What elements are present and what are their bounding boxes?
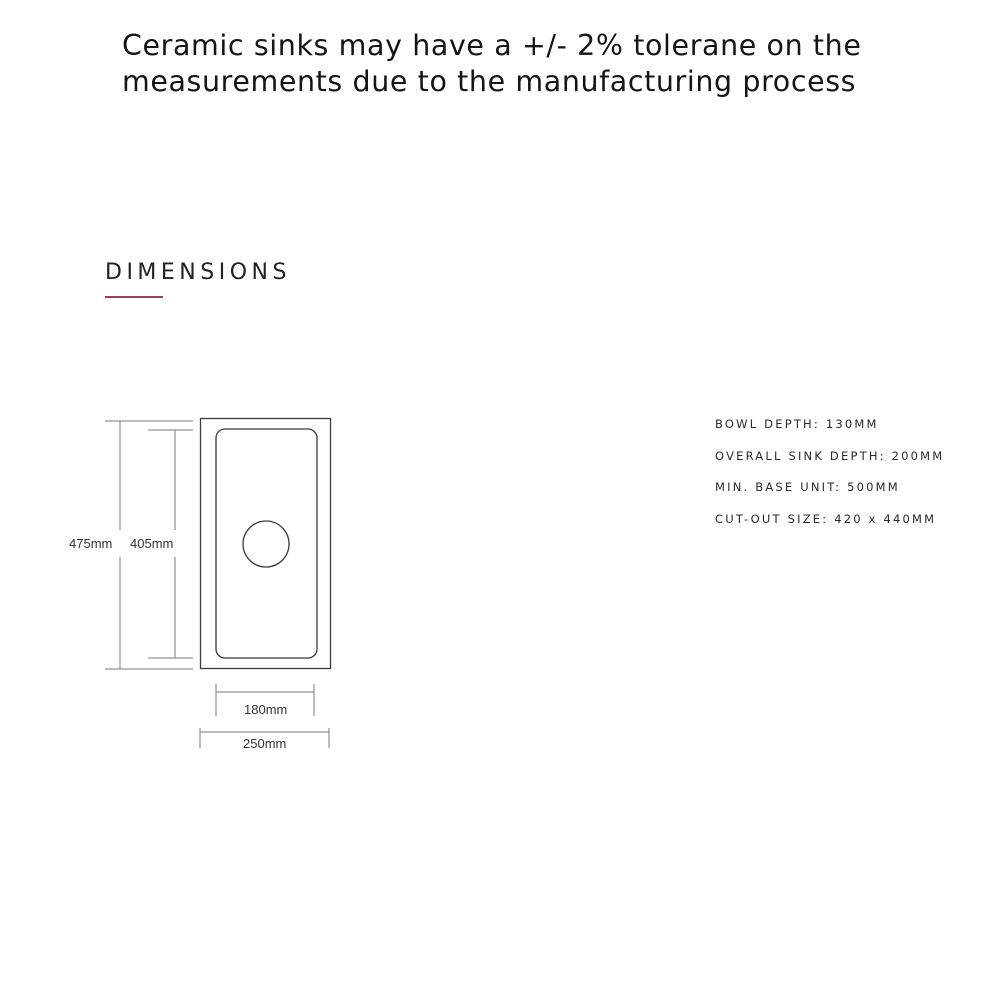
tolerance-notice-line-1: Ceramic sinks may have a +/- 2% tolerane on the [122, 29, 862, 62]
bowl-width-label: 180mm [244, 702, 288, 717]
spec-overall-sink-depth: OVERALL SINK DEPTH: 200MM [715, 448, 945, 463]
drain-hole [243, 521, 289, 567]
bowl-height-label: 405mm [130, 536, 174, 551]
tolerance-notice-line-2: measurements due to the manufacturing process [122, 65, 857, 98]
outer-height-label: 475mm [69, 536, 113, 551]
dimensions-heading: DIMENSIONS [105, 260, 291, 285]
spec-list [715, 414, 944, 540]
spec-cut-out-size: CUT-OUT SIZE: 420 x 440MM [715, 511, 937, 526]
sink-bowl-outline [216, 429, 317, 658]
outer-width-label: 250mm [243, 736, 287, 751]
spec-min-base-unit: MIN. BASE UNIT: 500MM [715, 480, 900, 494]
sink-outer-outline [201, 419, 331, 669]
spec-bowl-depth: BOWL DEPTH: 130MM [715, 417, 879, 431]
